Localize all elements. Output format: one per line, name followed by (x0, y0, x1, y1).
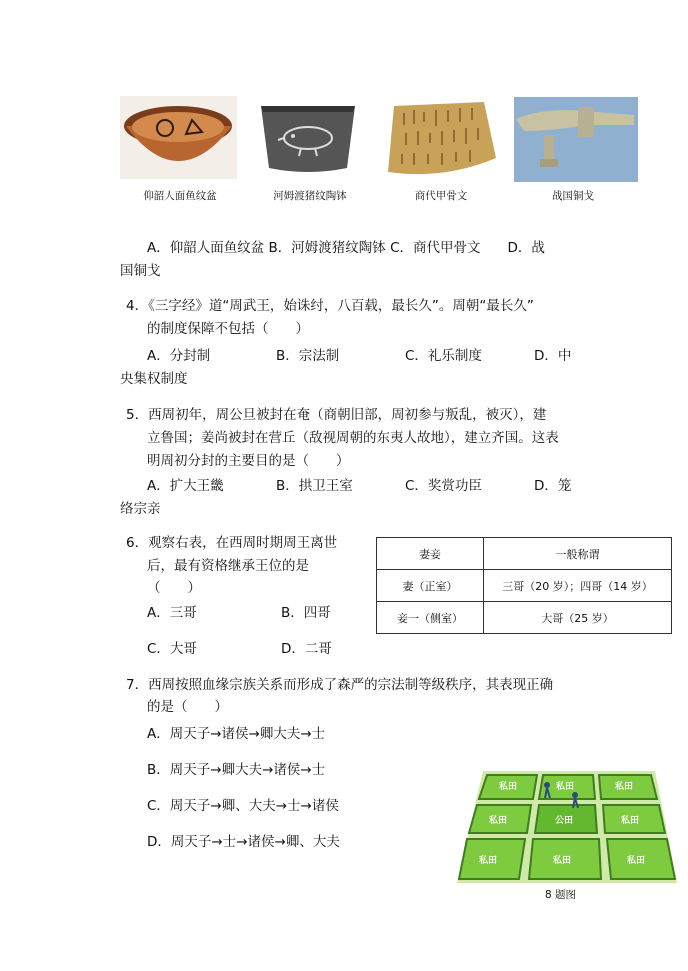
q4-option-c[interactable]: C．礼乐制度 (405, 348, 482, 364)
q6-option-b[interactable]: B．四哥 (281, 605, 331, 621)
q6-option-d[interactable]: D．二哥 (281, 641, 332, 657)
field-label: 私田 (499, 782, 518, 792)
q4-option-b[interactable]: B．宗法制 (276, 348, 340, 364)
q4-stem-cont: 的制度保障不包括（ ） (147, 321, 309, 337)
q6-option-c[interactable]: C．大哥 (147, 641, 197, 657)
shang-oracle-bone-image (384, 98, 499, 180)
caption-oracle-bone: 商代甲骨文 (414, 190, 468, 202)
q6-stem-cont1: 后，最有资格继承王位的是 (147, 558, 309, 574)
field-label: 私田 (479, 856, 498, 866)
q5-option-a[interactable]: A．扩大王畿 (147, 478, 224, 494)
field-label: 私田 (556, 782, 575, 792)
q5-stem-cont2: 明周初分封的主要目的是（ ） (147, 453, 350, 469)
table-row (377, 570, 672, 602)
hemudu-pig-bowl-image (253, 96, 363, 179)
q7-option-c[interactable]: C．周天子→卿、大夫→士→诸侯 (147, 798, 339, 814)
table-header-row (377, 538, 672, 570)
yangshao-basin-image (120, 96, 237, 179)
q5-option-c[interactable]: C．奖赏功臣 (405, 478, 482, 494)
q6-stem: 6．观察右表，在西周时期周王离世 (126, 535, 338, 551)
table-row (377, 602, 672, 634)
q4-stem: 4．《三字经》道“周武王，始诛纣，八百载，最长久”。周朝“最长久” (126, 298, 534, 314)
figure8-caption: 8 题图 (545, 889, 577, 901)
q7-option-b[interactable]: B．周天子→卿大夫→诸侯→士 (147, 762, 326, 778)
table-cell: 三哥（20 岁）；四哥（14 岁） (484, 570, 672, 602)
q4-option-d-cont: 央集权制度 (120, 371, 188, 387)
field-label: 私田 (621, 816, 640, 826)
q4-option-d[interactable]: D．中 (534, 348, 572, 364)
q5-option-d[interactable]: D．笼 (534, 478, 572, 494)
table-cell: 大哥（25 岁） (484, 602, 672, 634)
field-label: 私田 (489, 816, 508, 826)
q7-option-d[interactable]: D．周天子→士→诸侯→卿、大夫 (147, 834, 340, 850)
warring-states-bronze-ge-image (514, 97, 638, 182)
table-cell: 妾一（侧室） (377, 602, 484, 634)
well-field-figure (455, 765, 680, 885)
q5-option-d-cont: 络宗亲 (120, 501, 161, 517)
q5-stem: 5．西周初年，周公旦被封在奄（商朝旧部，周初参与叛乱，被灭），建 (126, 407, 547, 423)
q5-stem-cont1: 立鲁国；姜尚被封在营丘（敌视周朝的东夷人故地），建立齐国。这表 (147, 430, 559, 446)
field-label: 私田 (553, 856, 572, 866)
q7-option-a[interactable]: A．周天子→诸侯→卿大夫→士 (147, 726, 326, 742)
q7-stem-cont: 的是（ ） (147, 699, 228, 715)
caption-yangshao: 仰韶人面鱼纹盆 (143, 190, 217, 202)
q5-option-b[interactable]: B．拱卫王室 (276, 478, 353, 494)
q6-option-a[interactable]: A．三哥 (147, 605, 197, 621)
caption-hemudu: 河姆渡猪纹陶钵 (273, 190, 347, 202)
field-label-public: 公田 (555, 816, 574, 826)
table-header: 妻妾 (377, 538, 484, 570)
q4-option-a[interactable]: A．分封制 (147, 348, 211, 364)
q6-stem-cont2: （ ） (147, 580, 201, 596)
caption-bronze-ge: 战国铜戈 (552, 190, 594, 202)
table-cell: 妻（正室） (377, 570, 484, 602)
q3-options: A．仰韶人面鱼纹盆 B．河姆渡猪纹陶钵 C．商代甲骨文 D．战 (147, 240, 545, 256)
field-label: 私田 (615, 782, 634, 792)
q3-options-cont: 国铜戈 (120, 263, 161, 279)
q7-stem: 7．西周按照血缘宗族关系而形成了森严的宗法制等级秩序，其表现正确 (126, 677, 554, 693)
table-header: 一般称谓 (484, 538, 672, 570)
kinship-table (376, 537, 672, 634)
field-label: 私田 (627, 856, 646, 866)
